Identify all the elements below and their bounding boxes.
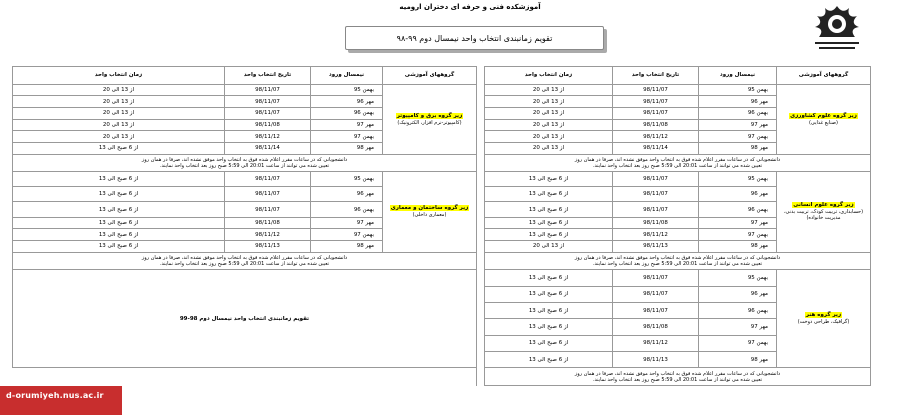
col-header-entry: نیمسال ورود (311, 67, 383, 85)
institution-logo (807, 2, 867, 54)
col-header-group: گروههای آموزشی (383, 67, 477, 85)
group-name: زیر گروه علوم انسانی (793, 202, 854, 209)
table-row: زیر گروه علوم انسانی (حسابداری، تربیت کودک، تربیت بدنی، مدیریت خانواده) بهمن 95 98/11/07 از 6 صبح الی 13 زیر گروه ساختمان و معماری (معماری داخلی) بهمن 95 98/11/07 از 6 صبح الی 13 (13, 172, 871, 187)
group-name: زیر گروه برق و کامپیوتر (396, 112, 463, 119)
group-sub: (معماری داخلی) (412, 212, 447, 219)
big-title: تقویم زمانبندی انتخاب واحد نیمسال دوم 98-99 (13, 270, 477, 368)
group-name: زیر گروه هنر (805, 312, 842, 319)
note-cell: دانشجویانی که در ساعات مقرر اعلام شده فوق به انتخاب واحد موفق نشده اند، صرفا در همان روز تعیین شده می توانند از ساعت 20:01 الی 5:59 صبح روز بعد انتخاب واحد نمایند. (485, 252, 871, 270)
group-cell-agri (777, 84, 871, 154)
group-cell-art (777, 270, 871, 368)
note-cell: دانشجویانی که در ساعات مقرر اعلام شده فوق به انتخاب واحد موفق نشده اند، صرفا در همان روز تعیین شده می توانند از ساعت 20:01 الی 5:59 صبح روز بعد انتخاب واحد نمایند. (485, 368, 871, 386)
col-header-entry: نیمسال ورود (699, 67, 777, 85)
table-row: مهر 97 98/11/08 از 6 صبح الی 13 مهر 97 98/11/08 از 6 صبح الی 13 (13, 217, 871, 229)
group-sub: (کامپیوتر-نرم افزار، الکترونیک) (397, 119, 462, 126)
col-header-date: تاریخ انتخاب واحد (225, 67, 311, 85)
col-header-date: تاریخ انتخاب واحد (613, 67, 699, 85)
group-sub: (گرافیک، طراحی دوخت) (797, 319, 850, 326)
group-sub: (صنایع غذایی) (808, 119, 838, 126)
note-row (13, 368, 871, 386)
col-header-time: زمان انتخاب واحد (485, 67, 613, 85)
schedule-table (12, 66, 871, 386)
table-row: بهمن 96 98/11/07 از 6 صبح الی 13 بهمن 96 98/11/07 از 6 صبح الی 13 (13, 202, 871, 217)
table-row: مهر 98 98/11/13 از 6 صبح الی 13 (13, 351, 871, 367)
table-row: بهمن 96 98/11/07 از 13 الی 20 بهمن 96 98/11/07 از 13 الی 20 (13, 107, 871, 119)
table-row: مهر 96 98/11/07 از 6 صبح الی 13 (13, 286, 871, 302)
table-row: مهر 98 98/11/14 از 13 الی 20 مهر 98 98/11/14 از 6 صبح الی 13 (13, 142, 871, 154)
note-cell: دانشجویانی که در ساعات مقرر اعلام شده فوق به انتخاب واحد موفق نشده اند، صرفا در همان روز تعیین شده می توانند از ساعت 20:01 الی 5:59 صبح روز بعد انتخاب واحد نمایند. (13, 154, 477, 172)
group-cell-elec (383, 84, 477, 154)
table-row: بهمن 97 98/11/12 از 6 صبح الی 13 (13, 335, 871, 351)
col-header-group: گروههای آموزشی (777, 67, 871, 85)
note-cell: دانشجویانی که در ساعات مقرر اعلام شده فوق به انتخاب واحد موفق نشده اند، صرفا در همان روز تعیین شده می توانند از ساعت 20:01 الی 5:59 صبح روز بعد انتخاب واحد نمایند. (485, 154, 871, 172)
document-title: تقویم زمانبندی انتخاب واحد نیمسال دوم ۹۹-۹۸ (345, 26, 604, 50)
group-name: زیر گروه ساختمان و معماری (390, 205, 469, 212)
note-cell: دانشجویانی که در ساعات مقرر اعلام شده فوق به انتخاب واحد موفق نشده اند، صرفا در همان روز تعیین شده می توانند از ساعت 20:01 الی 5:59 صبح روز بعد انتخاب واحد نمایند. (13, 252, 477, 270)
table-row: مهر 97 98/11/08 از 6 صبح الی 13 (13, 319, 871, 335)
table-row: مهر 97 98/11/08 از 13 الی 20 مهر 97 98/11/08 از 13 الی 20 (13, 119, 871, 131)
table-row: مهر 96 98/11/07 از 13 الی 20 مهر 96 98/11/07 از 13 الی 20 (13, 96, 871, 108)
table-row: مهر 96 98/11/07 از 6 صبح الی 13 مهر 96 98/11/07 از 6 صبح الی 13 (13, 187, 871, 202)
group-cell-human (777, 172, 871, 253)
table-row: زیر گروه علوم کشاورزی (صنایع غذایی) بهمن 95 98/11/07 از 13 الی 20 زیر گروه برق و کامپیوتر (کامپیوتر-نرم افزار، الکترونیک) بهمن 95 98/11/07 از 13 الی 20 (13, 84, 871, 96)
table-row: مهر 98 98/11/13 از 13 الی 20 مهر 98 98/11/13 از 6 صبح الی 13 (13, 240, 871, 252)
note-row (13, 252, 871, 270)
table-row: زیر گروه هنر (گرافیک، طراحی دوخت) بهمن 95 98/11/07 از 6 صبح الی 13 تقویم زمانبندی انتخاب واحد نیمسال دوم 98-99 (13, 270, 871, 286)
institution-name: آموزشکده فنی و حرفه ای دختران ارومیه (399, 3, 541, 11)
note-row (13, 154, 871, 172)
table-row: بهمن 97 98/11/12 از 13 الی 20 بهمن 97 98/11/12 از 13 الی 20 (13, 131, 871, 143)
site-url[interactable]: d-orumiyeh.nus.ac.ir (6, 391, 104, 400)
table-row: بهمن 96 98/11/07 از 6 صبح الی 13 (13, 302, 871, 318)
table-row: بهمن 97 98/11/12 از 6 صبح الی 13 بهمن 97 98/11/12 از 6 صبح الی 13 (13, 229, 871, 241)
col-header-time: زمان انتخاب واحد (13, 67, 225, 85)
table-header-row (13, 67, 871, 85)
group-name: زیر گروه علوم کشاورزی (790, 112, 857, 119)
document-header (0, 0, 900, 62)
group-sub: (حسابداری، تربیت کودک، تربیت بدنی، مدیریت خانواده) (783, 209, 864, 222)
group-cell-build (383, 172, 477, 253)
